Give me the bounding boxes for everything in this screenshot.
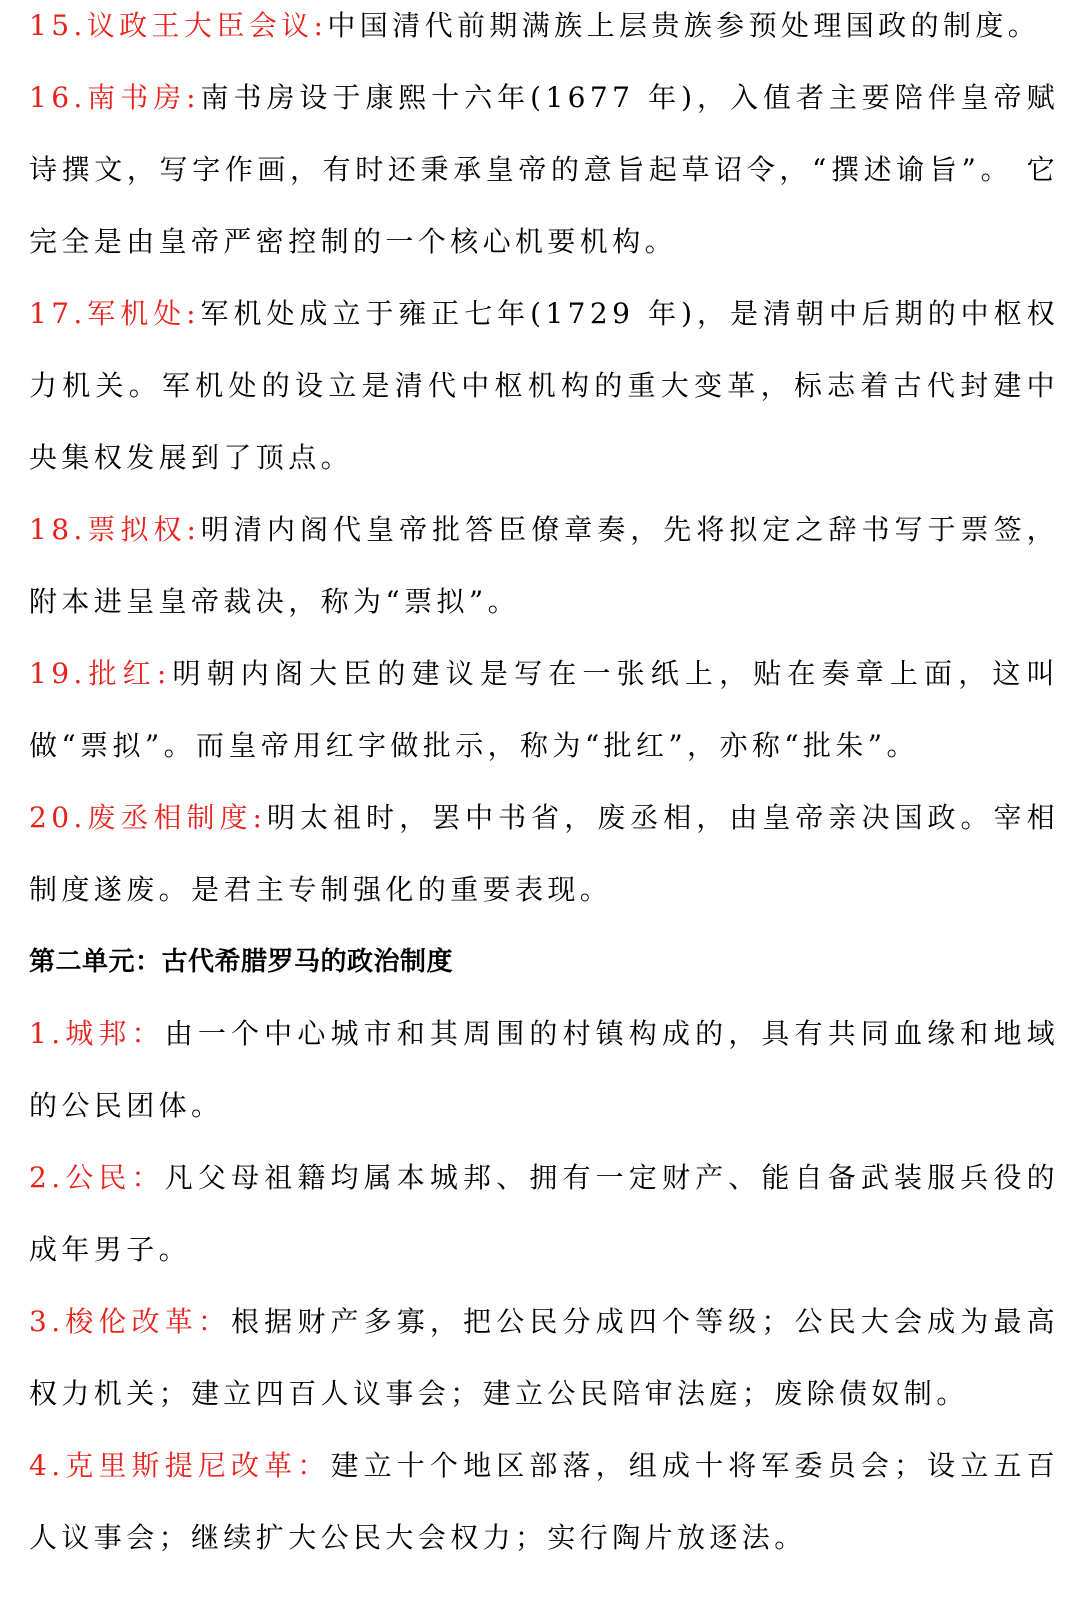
entry-definition: 明朝内阁大臣的建议是写在一张纸上，贴在奏章上面，这叫做“票拟”。而皇帝用红字做批示，称为“批红”，亦称“批朱”。	[29, 657, 1059, 762]
entry-nan-shufang	[29, 62, 1059, 278]
entry-term: 2.公民：	[29, 1161, 165, 1194]
entry-term: 20.废丞相制度:	[29, 801, 267, 834]
entry-solon-reform	[29, 1286, 1059, 1430]
entry-definition: 由一个中心城市和其周围的村镇构成的，具有共同血缘和地域的公民团体。	[29, 1017, 1059, 1122]
entry-yizhengwang-dachen-huiyi	[29, 0, 1059, 62]
entry-term: 3.梭伦改革：	[29, 1305, 232, 1338]
entry-junjichu	[29, 278, 1059, 494]
entry-term: 4.克里斯提尼改革：	[29, 1449, 331, 1482]
entry-definition: 凡父母祖籍均属本城邦、拥有一定财产、能自备武装服兵役的成年男子。	[29, 1161, 1059, 1266]
entry-definition: 明清内阁代皇帝批答臣僚章奏，先将拟定之辞书写于票签，附本进呈皇帝裁决，称为“票拟”。	[29, 513, 1060, 618]
document-page	[29, 0, 1059, 1574]
entry-fei-chengxiang-zhidu	[29, 782, 1059, 926]
entry-term: 15.议政王大臣会议:	[29, 9, 328, 42]
entry-chengbang	[29, 998, 1059, 1142]
entry-pihong	[29, 638, 1059, 782]
entry-term: 19.批红:	[29, 657, 171, 690]
entry-definition: 根据财产多寡，把公民分成四个等级；公民大会成为最高权力机关；建立四百人议事会；建立公民陪审法庭；废除债奴制。	[29, 1305, 1059, 1410]
entry-gongmin	[29, 1142, 1059, 1286]
entry-term: 16.南书房:	[29, 81, 200, 114]
entry-term: 18.票拟权:	[29, 513, 201, 546]
entry-definition: 明太祖时，罢中书省，废丞相，由皇帝亲决国政。宰相制度遂废。是君主专制强化的重要表现。	[29, 801, 1059, 906]
entry-definition: 南书房设于康熙十六年(1677 年)，入值者主要陪伴皇帝赋诗撰文，写字作画，有时还秉承皇帝的意旨起草诏令，“撰述谕旨”。 它完全是由皇帝严密控制的一个核心机要机构。	[29, 81, 1060, 258]
entry-term: 17.军机处:	[29, 297, 200, 330]
entry-definition: 中国清代前期满族上层贵族参预处理国政的制度。	[327, 9, 1041, 42]
entry-cleisthenes-reform	[29, 1430, 1059, 1574]
entry-definition: 建立十个地区部落，组成十将军委员会；设立五百人议事会；继续扩大公民大会权力；实行陶片放逐法。	[29, 1449, 1059, 1554]
entry-term: 1.城邦：	[29, 1017, 165, 1050]
entry-definition: 军机处成立于雍正七年(1729 年)，是清朝中后期的中枢权力机关。军机处的设立是清代中枢机构的重大变革，标志着古代封建中央集权发展到了顶点。	[29, 297, 1060, 474]
unit-heading: 第二单元：古代希腊罗马的政治制度	[29, 947, 454, 977]
entry-piaoni-quan	[29, 494, 1059, 638]
